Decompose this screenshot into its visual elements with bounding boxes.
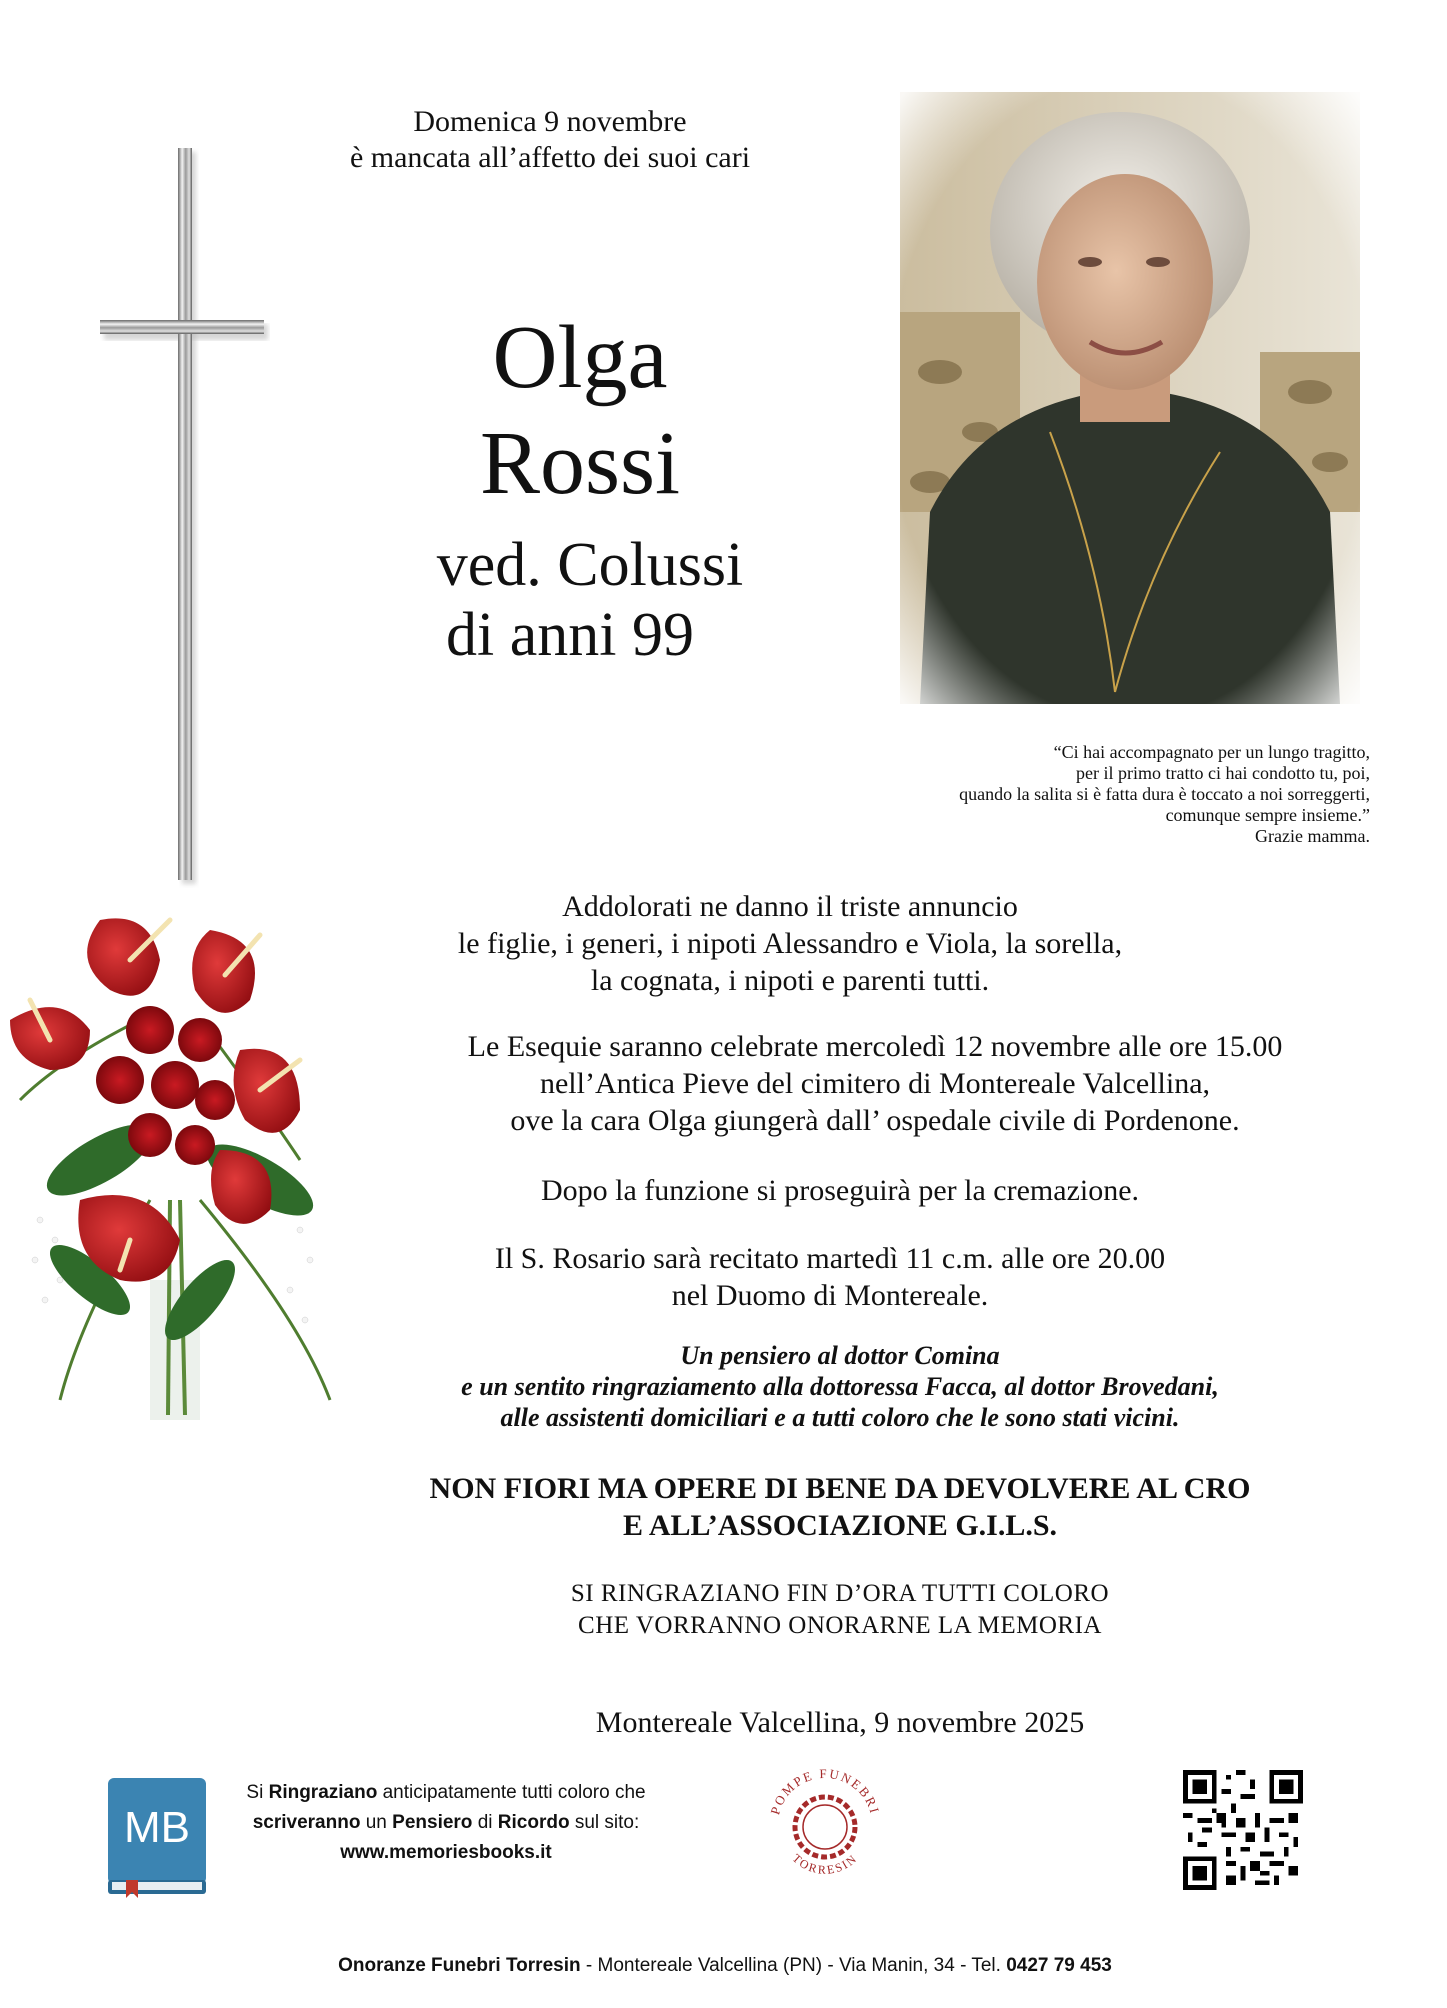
announcement-line: la cognata, i nipoti e parenti tutti. xyxy=(590,964,990,997)
thanks-note xyxy=(360,1340,1320,1433)
seal-bottom-text: TORRESIN xyxy=(789,1851,861,1877)
intro-line-2: è mancata all’affetto dei suoi cari xyxy=(349,141,751,174)
announcement-line: Addolorati ne danno il triste annuncio xyxy=(562,890,1018,923)
no-flowers-line: NON FIORI MA OPERE DI BENE DA DEVOLVERE AL CRO xyxy=(429,1472,1251,1505)
funeral-home-seal xyxy=(760,1760,890,1890)
place-and-date: Montereale Valcellina, 9 novembre 2025 xyxy=(595,1706,1085,1739)
memoriesbooks-logo xyxy=(106,1776,208,1900)
last-name: Rossi xyxy=(479,414,681,513)
quote-line: “Ci hai accompagnato per un lungo tragitto, xyxy=(1053,742,1370,762)
no-flowers-line: E ALL’ASSOCIAZIONE G.I.L.S. xyxy=(622,1509,1058,1542)
company-footer xyxy=(200,1954,1250,1978)
company-name: Onoranze Funebri Torresin xyxy=(338,1955,581,1976)
no-flowers-note xyxy=(340,1470,1340,1544)
funeral-line: nell’Antica Pieve del cimitero di Montereale Valcellina, xyxy=(539,1067,1211,1100)
funeral-line: ove la cara Olga giungerà dall’ ospedale civile di Pordenone. xyxy=(510,1104,1240,1137)
announcement xyxy=(380,888,1200,999)
gratitude-line: SI RINGRAZIANO FIN D’ORA TUTTI COLORO xyxy=(570,1580,1110,1607)
quote-signature: Grazie mamma. xyxy=(1255,826,1370,846)
memoriesbooks-logo-text: MB xyxy=(124,1803,190,1852)
funeral-line: Le Esequie saranno celebrate mercoledì 12 novembre alle ore 15.00 xyxy=(467,1030,1283,1063)
widow-of: ved. Colussi xyxy=(436,531,744,599)
intro-line-1: Domenica 9 novembre xyxy=(413,105,687,138)
gratitude-note xyxy=(440,1578,1240,1642)
quote-line: comunque sempre insieme.” xyxy=(1165,805,1370,825)
cremation-note: Dopo la funzione si proseguirà per la cremazione. xyxy=(540,1174,1140,1207)
rosary-details xyxy=(440,1240,1220,1314)
funeral-details xyxy=(395,1028,1355,1139)
memoriesbooks-line-2: scriveranno un Pensiero di Ricordo sul sito: xyxy=(252,1812,640,1833)
rosary-line: nel Duomo di Montereale. xyxy=(671,1279,989,1312)
quote-line: per il primo tratto ci hai condotto tu, poi, xyxy=(1076,763,1370,783)
memoriesbooks-link[interactable]: www.memoriesbooks.it xyxy=(340,1842,552,1863)
intro-text xyxy=(300,104,800,176)
quote-line: quando la salita si è fatta dura è toccato a noi sorreggerti, xyxy=(959,784,1370,804)
quote xyxy=(840,742,1370,847)
announcement-line: le figlie, i generi, i nipoti Alessandro e Viola, la sorella, xyxy=(457,927,1123,960)
memoriesbooks-line-1: Si Ringraziano anticipatamente tutti coloro che xyxy=(246,1782,646,1803)
gratitude-line: CHE VORRANNO ONORARNE LA MEMORIA xyxy=(578,1612,1102,1639)
company-phone[interactable]: 0427 79 453 xyxy=(1006,1955,1112,1976)
cross-icon xyxy=(100,148,270,888)
portrait-photo xyxy=(900,92,1360,704)
seal-top-text: POMPE FUNEBRI xyxy=(767,1765,883,1817)
thanks-line: Un pensiero al dottor Comina xyxy=(680,1341,1000,1370)
memoriesbooks-text xyxy=(216,1778,676,1868)
age: di anni 99 xyxy=(446,601,694,669)
first-name: Olga xyxy=(492,308,668,407)
svg-text:POMPE FUNEBRI xyxy=(767,1766,882,1816)
flower-bouquet-image xyxy=(0,900,345,1420)
company-address: - Montereale Valcellina (PN) - Via Manin, 34 - Tel. xyxy=(580,1955,1007,1976)
rosary-line: Il S. Rosario sarà recitato martedì 11 c.m. alle ore 20.00 xyxy=(494,1242,1166,1275)
thanks-line: alle assistenti domiciliari e a tutti coloro che le sono stati vicini. xyxy=(500,1403,1180,1432)
qr-code[interactable] xyxy=(1183,1770,1303,1890)
thanks-line: e un sentito ringraziamento alla dottoressa Facca, al dottor Brovedani, xyxy=(461,1372,1219,1401)
